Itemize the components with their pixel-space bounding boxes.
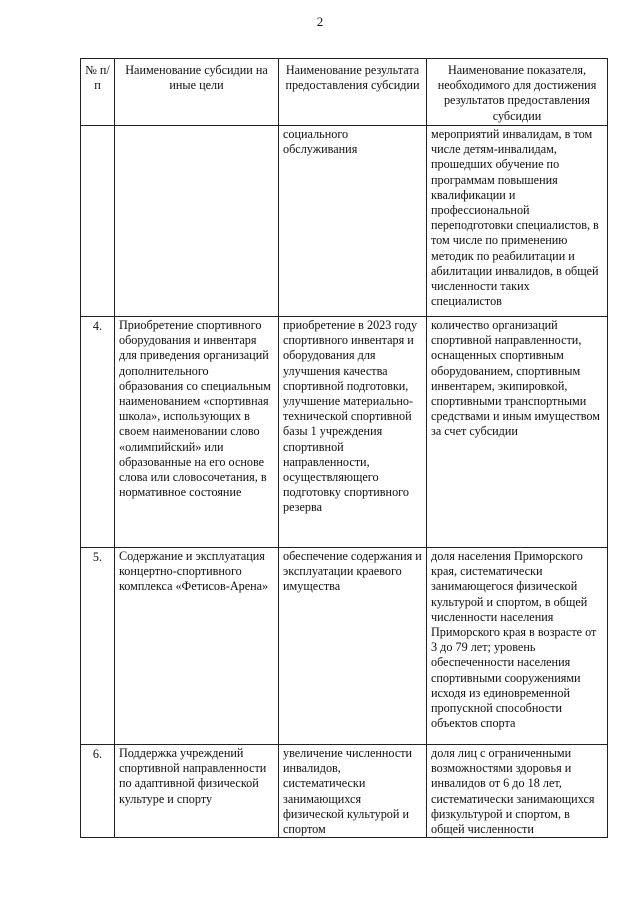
table-row <box>81 548 608 745</box>
row-number: 4. <box>81 317 115 548</box>
header-indicator-name: Наименование показателя, необходимого для достижения результатов предоставления субсидии <box>427 59 608 126</box>
header-subsidy-name: Наименование субсидии на иные цели <box>115 59 279 126</box>
page-number: 2 <box>316 14 324 29</box>
indicator-cell: доля лиц с ограниченными возможностями здоровья и инвалидов от 6 до 18 лет, систематически занимающихся физкультурой и спортом, в общей численности <box>427 745 608 838</box>
table-row <box>81 317 608 548</box>
header-result-name: Наименование результата предоставления субсидии <box>279 59 427 126</box>
subsidy-table <box>80 58 608 838</box>
subsidy-name-cell: Поддержка учреждений спортивной направленности по адаптивной физической культуре и спорту <box>115 745 279 838</box>
table-row <box>81 745 608 838</box>
header-number: № п/п <box>81 59 115 126</box>
result-cell: социального обслуживания <box>279 126 427 317</box>
row-number: 6. <box>81 745 115 838</box>
result-cell: обеспечение содержания и эксплуатации краевого имущества <box>279 548 427 745</box>
subsidy-name-cell: Приобретение спортивного оборудования и инвентаря для приведения организаций дополнительного образования со специальным наименованием «спортивная школа», использующих в своем наименовании слово «олимпийский» или образованные на его основе слова или словосочетания, в нормативное состояние <box>115 317 279 548</box>
row-number <box>81 126 115 317</box>
indicator-cell: доля населения Приморского края, систематически занимающегося физической культурой и спортом, в общей численности населения Приморского края в возрасте от 3 до 79 лет; уровень обеспеченности населения спортивными сооружениями исходя из единовременной пропускной способности объектов спорта <box>427 548 608 745</box>
table-row <box>81 126 608 317</box>
indicator-cell: мероприятий инвалидам, в том числе детям-инвалидам, прошедших обучение по программам повышения квалификации и профессиональной переподготовки специалистов, в том числе по применению методик по реабилитации и абилитации инвалидов, в общей численности таких специалистов <box>427 126 608 317</box>
row-number: 5. <box>81 548 115 745</box>
result-cell: увеличение численности инвалидов, систематически занимающихся физической культурой и спортом <box>279 745 427 838</box>
table-header-row <box>81 59 608 126</box>
subsidy-name-cell <box>115 126 279 317</box>
subsidy-name-cell: Содержание и эксплуатация концертно-спортивного комплекса «Фетисов-Арена» <box>115 548 279 745</box>
indicator-cell: количество организаций спортивной направленности, оснащенных спортивным оборудованием, спортивным инвентарем, экипировкой, спортивными транспортными средствами и иным имуществом за счет субсидии <box>427 317 608 548</box>
result-cell: приобретение в 2023 году спортивного инвентаря и оборудования для улучшения качества спортивной подготовки, улучшение материально-технической спортивной базы 1 учреждения спортивной направленности, осуществляющего подготовку спортивного резерва <box>279 317 427 548</box>
